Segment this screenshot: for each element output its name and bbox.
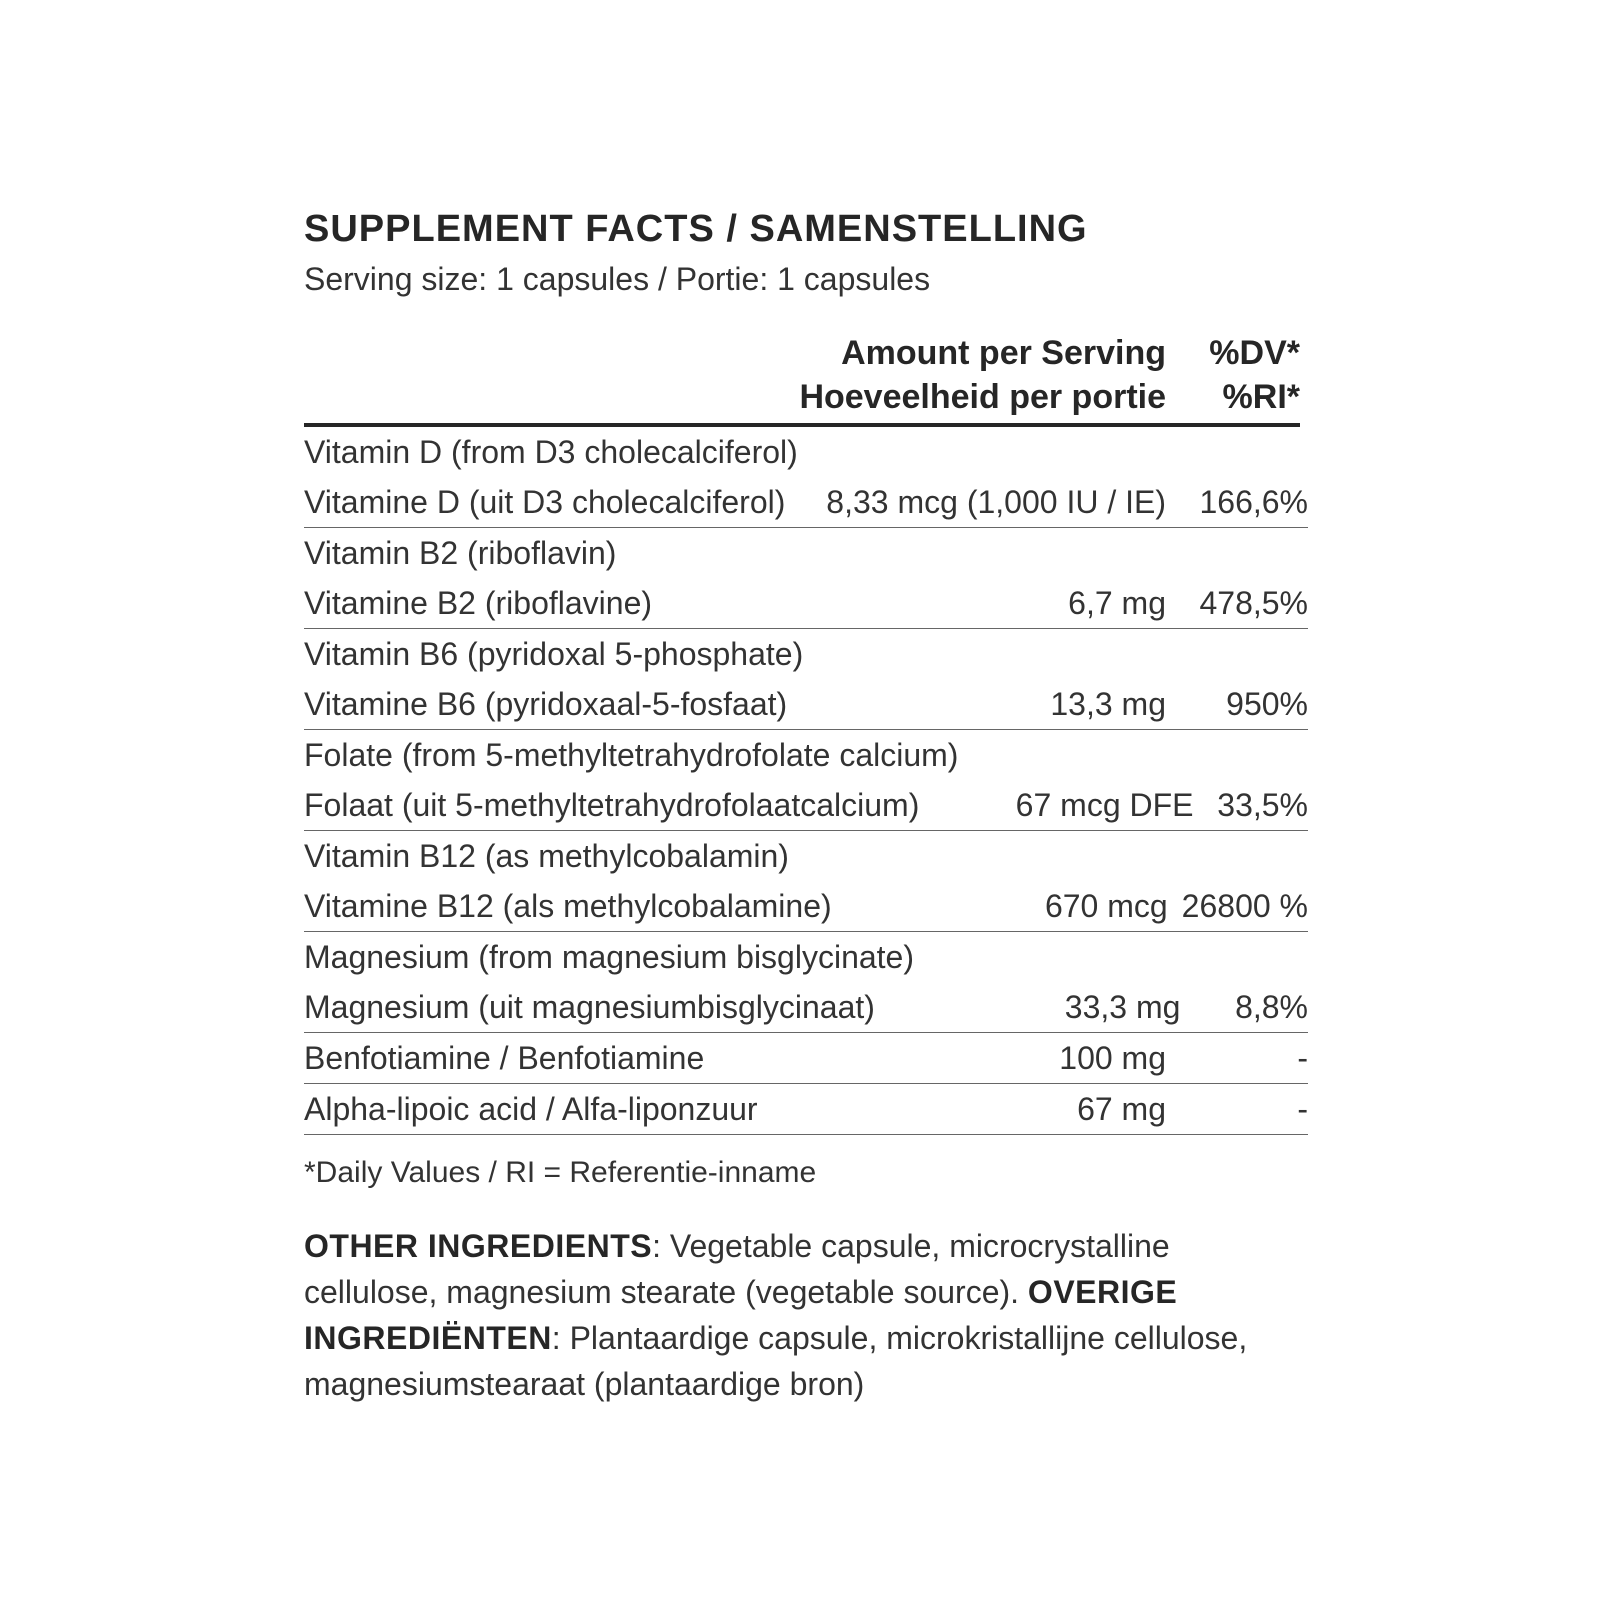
table-row [304, 1033, 1308, 1084]
table-row [304, 427, 1308, 528]
table-row [304, 730, 1308, 831]
nutrient-name-nl: Vitamine B12 (als methylcobalamine) [304, 888, 832, 924]
nutrient-amount: 67 mcg DFE [1015, 787, 1194, 823]
nutrient-percent: 33,5% [1217, 787, 1308, 823]
nutrient-name-en: Vitamin D (from D3 cholecalciferol) [304, 434, 798, 470]
nutrient-percent: - [1297, 1040, 1308, 1076]
nutrient-name-en: Vitamin B2 (riboflavin) [304, 535, 617, 571]
other-ingredients [304, 1223, 1308, 1407]
nutrient-percent: 166,6% [1199, 484, 1308, 520]
nutrient-amount: 67 mg [1077, 1091, 1166, 1127]
supplement-facts-panel [304, 205, 1308, 1407]
footnote: *Daily Values / RI = Referentie-inname [304, 1156, 817, 1189]
nutrient-name-nl: Vitamine D (uit D3 cholecalciferol) [304, 484, 786, 520]
other-ingredients-label-nl: OVERIGE INGREDIËNTEN [304, 1274, 1178, 1356]
nutrient-amount: 100 mg [1059, 1040, 1166, 1076]
other-ingredients-text-en: : Vegetable capsule, microcrystalline cellulose, magnesium stearate (vegetable source). [304, 1228, 1170, 1310]
nutrient-percent: - [1297, 1091, 1308, 1127]
nutrient-name: Benfotiamine / Benfotiamine [304, 1040, 705, 1076]
nutrient-percent: 478,5% [1199, 585, 1308, 621]
nutrient-name-en: Folate (from 5-methyltetrahydrofolate calcium) [304, 737, 959, 773]
nutrient-name-nl: Folaat (uit 5-methyltetrahydrofolaatcalcium) [304, 787, 920, 823]
nutrient-name-en: Magnesium (from magnesium bisglycinate) [304, 939, 914, 975]
nutrient-amount: 670 mcg [1044, 888, 1168, 924]
nutrient-name-nl: Vitamine B2 (riboflavine) [304, 585, 653, 621]
table-header [304, 331, 1300, 427]
nutrient-percent: 950% [1226, 686, 1308, 722]
serving-size: Serving size: 1 capsules / Portie: 1 capsules [304, 261, 931, 297]
table-row [304, 932, 1308, 1033]
other-ingredients-text-nl: : Plantaardige capsule, microkristallijne cellulose, magnesiumstearaat (plantaardige bron) [304, 1320, 1248, 1402]
nutrient-name-en: Vitamin B6 (pyridoxal 5-phosphate) [304, 636, 804, 672]
nutrient-name: Alpha-lipoic acid / Alfa-liponzuur [304, 1091, 758, 1127]
nutrient-amount: 8,33 mcg (1,000 IU / IE) [826, 484, 1166, 520]
amount-header-en: Amount per Serving [841, 334, 1166, 372]
table-row [304, 528, 1308, 629]
nutrient-name-en: Vitamin B12 (as methylcobalamin) [304, 838, 789, 874]
nutrient-percent: 8,8% [1235, 989, 1308, 1025]
dv-header-en: %DV* [1209, 334, 1300, 372]
nutrient-percent: 26800 % [1181, 888, 1308, 924]
table-row [304, 1084, 1308, 1135]
table-row [304, 629, 1308, 730]
page-title: SUPPLEMENT FACTS / SAMENSTELLING [304, 208, 1088, 250]
nutrient-name-nl: Vitamine B6 (pyridoxaal-5-fosfaat) [304, 686, 788, 722]
dv-header [1166, 331, 1300, 419]
table-row [304, 831, 1308, 932]
other-ingredients-label-en: OTHER INGREDIENTS [304, 1228, 653, 1264]
ri-header-nl: %RI* [1222, 378, 1300, 416]
nutrient-amount: 13,3 mg [1050, 686, 1166, 722]
amount-header-nl: Hoeveelheid per portie [799, 378, 1166, 416]
nutrient-amount: 33,3 mg [1064, 989, 1181, 1025]
amount-header [799, 331, 1166, 419]
nutrient-amount: 6,7 mg [1068, 585, 1166, 621]
nutrient-name-nl: Magnesium (uit magnesiumbisglycinaat) [304, 989, 875, 1025]
